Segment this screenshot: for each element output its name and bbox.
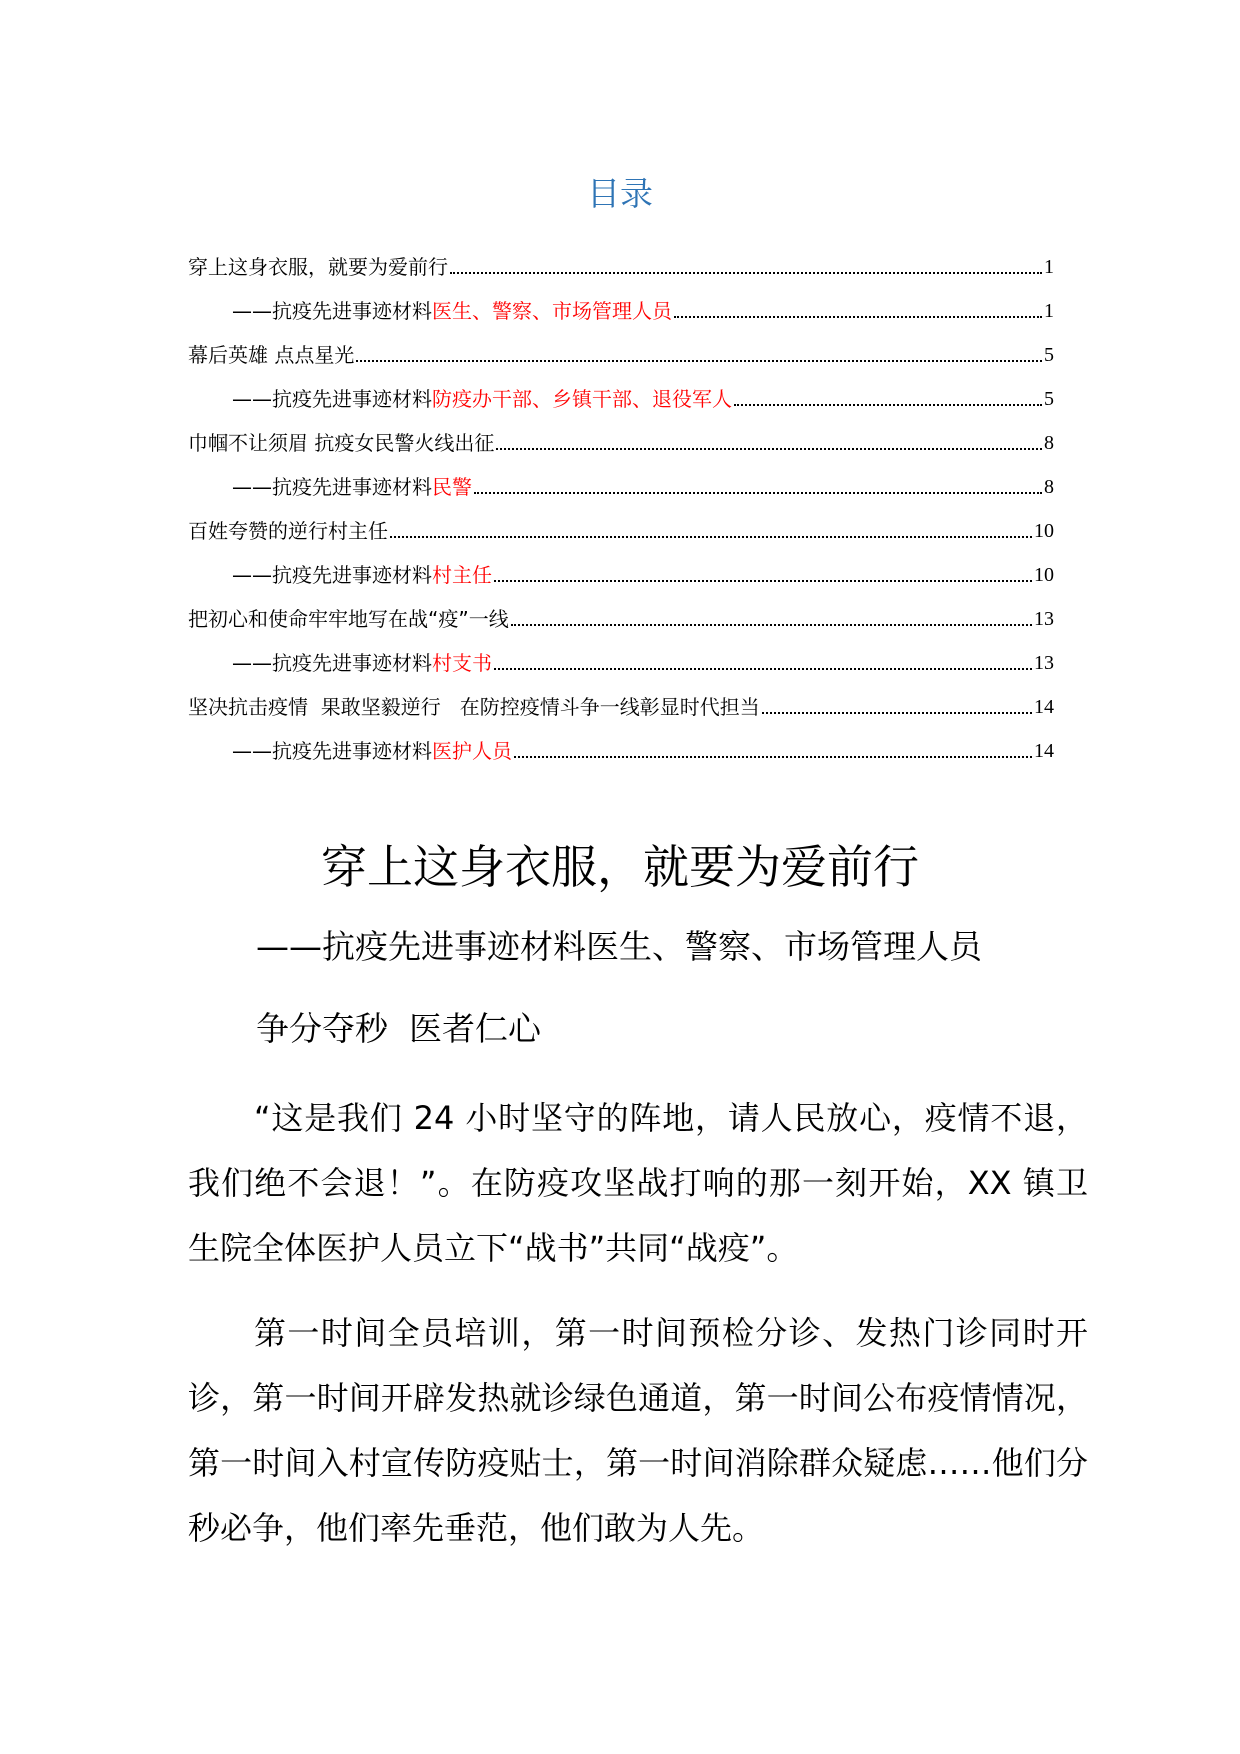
toc-leader-dots (514, 755, 1032, 758)
toc-leader-dots (450, 271, 1042, 274)
toc-page-number: 10 (1034, 564, 1054, 586)
toc-page-number: 10 (1034, 520, 1054, 542)
toc-page-number: 14 (1034, 696, 1054, 718)
toc-leader-dots (511, 623, 1032, 626)
toc-entry-text: ——抗疫先进事迹材料 (232, 475, 432, 499)
toc-title: 目录 (587, 174, 653, 213)
toc-entry[interactable] (188, 680, 1054, 720)
toc-entry-text: 坚决抗击疫情 果敢坚毅逆行 在防控疫情斗争一线彰显时代担当 (188, 695, 760, 719)
toc-entry-text: ——抗疫先进事迹材料 (232, 563, 432, 587)
toc-leader-dots (674, 315, 1042, 318)
toc-entry-text: 百姓夸赞的逆行村主任 (188, 519, 388, 543)
toc-page-number: 1 (1044, 256, 1054, 278)
toc-leader-dots (474, 491, 1042, 494)
toc-leader-dots (356, 359, 1042, 362)
toc-entry[interactable] (188, 240, 1054, 280)
toc-entry-text: ——抗疫先进事迹材料 (232, 739, 432, 763)
toc-entry-highlight: 医生、警察、市场管理人员 (432, 299, 672, 323)
toc-entry-highlight: 村支书 (432, 651, 492, 675)
toc-entry-highlight: 医护人员 (432, 739, 512, 763)
toc-page-number: 5 (1044, 388, 1054, 410)
toc-leader-dots (762, 711, 1032, 714)
toc-sub-entry[interactable] (232, 460, 1054, 500)
toc-entry-text: 把初心和使命牢牢地写在战“疫”一线 (188, 607, 509, 631)
toc-sub-entry[interactable] (232, 636, 1054, 676)
toc-sub-entry[interactable] (232, 284, 1054, 324)
toc-page-number: 8 (1044, 476, 1054, 498)
toc-leader-dots (390, 535, 1032, 538)
article-title: 穿上这身衣服，就要为爱前行 (321, 840, 919, 894)
toc-entry-text: 巾帼不让须眉 抗疫女民警火线出征 (188, 431, 495, 455)
toc-page-number: 13 (1034, 652, 1054, 674)
toc-entry-highlight: 防疫办干部、乡镇干部、退役军人 (432, 387, 732, 411)
body-paragraph: 第一时间全员培训，第一时间预检分诊、发热门诊同时开诊，第一时间开辟发热就诊绿色通道，第一时间公布疫情情况，第一时间入村宣传防疫贴士，第一时间消除群众疑虑……他们分秒必争，他们率先垂范，他们敢为人先。 (188, 1314, 1088, 1547)
toc-entry-highlight: 民警 (432, 475, 472, 499)
toc-page-number: 1 (1044, 300, 1054, 322)
body-paragraph: “这是我们 24 小时坚守的阵地，请人民放心，疫情不退，我们绝不会退！”。在防疫攻坚战打响的那一刻开始，XX 镇卫生院全体医护人员立下“战书”共同“战疫”。 (188, 1099, 1088, 1267)
toc-leader-dots (496, 447, 1042, 450)
toc-page-number: 8 (1044, 432, 1054, 454)
toc-entry[interactable] (188, 328, 1054, 368)
toc-leader-dots (734, 403, 1042, 406)
toc-sub-entry[interactable] (232, 548, 1054, 588)
section-heading: 争分夺秒 医者仁心 (256, 1009, 541, 1048)
toc-entry-text: 穿上这身衣服，就要为爱前行 (188, 255, 448, 279)
toc-page-number: 5 (1044, 344, 1054, 366)
toc-page-number: 14 (1034, 740, 1054, 762)
toc-entry-highlight: 村主任 (432, 563, 492, 587)
toc-entry-text: ——抗疫先进事迹材料 (232, 299, 432, 323)
toc-entry-text: ——抗疫先进事迹材料 (232, 651, 432, 675)
toc-entry[interactable] (188, 592, 1054, 632)
toc-entry-text: 幕后英雄 点点星光 (188, 343, 355, 367)
toc-leader-dots (494, 579, 1032, 582)
article-subtitle: ——抗疫先进事迹材料医生、警察、市场管理人员 (256, 927, 982, 966)
toc-entry-text: ——抗疫先进事迹材料 (232, 387, 432, 411)
toc-sub-entry[interactable] (232, 724, 1054, 764)
toc-entry[interactable] (188, 504, 1054, 544)
toc-entry[interactable] (188, 416, 1054, 456)
toc-page-number: 13 (1034, 608, 1054, 630)
toc-sub-entry[interactable] (232, 372, 1054, 412)
toc-leader-dots (494, 667, 1032, 670)
